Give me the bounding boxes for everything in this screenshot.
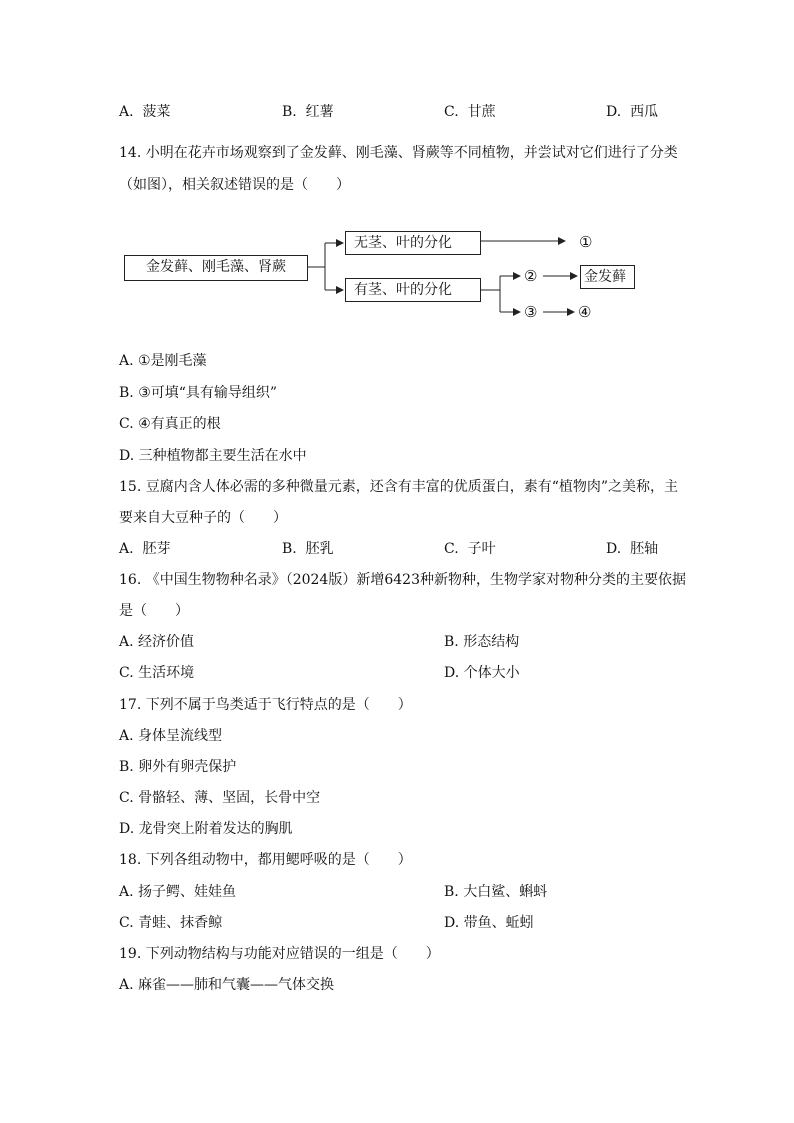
q16-stem-line1: 16. 《中国生物物种名录》（2024版）新增6423种新物种，生物学家对物种分类的主要依据 bbox=[119, 572, 686, 588]
q13-option-b: B. 红薯 bbox=[282, 104, 334, 120]
q16-option-c: C. 生活环境 bbox=[119, 665, 195, 681]
diagram-leaf-box: 金发藓 bbox=[580, 265, 635, 289]
q15-option-b: B. 胚乳 bbox=[282, 541, 334, 557]
q18-stem: 18. 下列各组动物中，都用鳃呼吸的是（ ） bbox=[119, 852, 412, 868]
diagram-top-branch-box: 无茎、叶的分化 bbox=[345, 231, 481, 255]
q14-stem-line1: 14. 小明在花卉市场观察到了金发藓、刚毛藻、肾蕨等不同植物，并尝试对它们进行了分类 bbox=[119, 145, 678, 161]
q17-option-c: C. 骨骼轻、薄、坚固，长骨中空 bbox=[119, 790, 321, 806]
q18-option-d: D. 带鱼、蚯蚓 bbox=[444, 915, 534, 931]
q17-option-b: B. 卵外有卵壳保护 bbox=[119, 759, 237, 775]
q19-stem: 19. 下列动物结构与功能对应错误的一组是（ ） bbox=[119, 946, 440, 962]
q14-option-c: C. ④有真正的根 bbox=[119, 416, 221, 432]
q13-option-c: C. 甘蔗 bbox=[444, 104, 496, 120]
q14-option-b: B. ③可填“具有输导组织” bbox=[119, 385, 278, 401]
q14-stem-line2: （如图），相关叙述错误的是（ ） bbox=[119, 177, 350, 193]
diagram-bottom-branch-box: 有茎、叶的分化 bbox=[345, 278, 481, 302]
diagram-root-box: 金发藓、刚毛藻、肾蕨 bbox=[124, 255, 308, 281]
diagram-mark-4: ④ bbox=[578, 303, 592, 321]
q16-option-d: D. 个体大小 bbox=[444, 665, 520, 681]
q15-stem-line2: 要来自大豆种子的（ ） bbox=[119, 510, 287, 526]
q17-option-d: D. 龙骨突上附着发达的胸肌 bbox=[119, 821, 293, 837]
q15-stem-line1: 15. 豆腐内含人体必需的多种微量元素，还含有丰富的优质蛋白，素有“植物肉”之美称，主 bbox=[119, 479, 679, 495]
q18-option-a: A. 扬子鳄、娃娃鱼 bbox=[119, 884, 237, 900]
q17-option-a: A. 身体呈流线型 bbox=[119, 728, 223, 744]
q18-option-b: B. 大白鲨、蝌蚪 bbox=[444, 884, 548, 900]
q14-option-a: A. ①是刚毛藻 bbox=[119, 353, 207, 369]
q16-option-a: A. 经济价值 bbox=[119, 634, 195, 650]
diagram-mark-3: ③ bbox=[524, 303, 538, 321]
q16-option-b: B. 形态结构 bbox=[444, 634, 520, 650]
q15-option-a: A. 胚芽 bbox=[119, 541, 171, 557]
q13-option-a: A. 菠菜 bbox=[119, 104, 171, 120]
q13-option-d: D. 西瓜 bbox=[606, 104, 659, 120]
q16-stem-line2: 是（ ） bbox=[119, 603, 189, 619]
q18-option-c: C. 青蛙、抹香鲸 bbox=[119, 915, 223, 931]
q15-option-d: D. 胚轴 bbox=[606, 541, 659, 557]
diagram-mark-2: ② bbox=[524, 267, 538, 285]
q14-option-d: D. 三种植物都主要生活在水中 bbox=[119, 448, 307, 464]
diagram-mark-1: ① bbox=[579, 233, 593, 251]
q17-stem: 17. 下列不属于鸟类适于飞行特点的是（ ） bbox=[119, 697, 412, 713]
q15-option-c: C. 子叶 bbox=[444, 541, 496, 557]
q19-option-a: A. 麻雀——肺和气囊——气体交换 bbox=[119, 977, 335, 993]
